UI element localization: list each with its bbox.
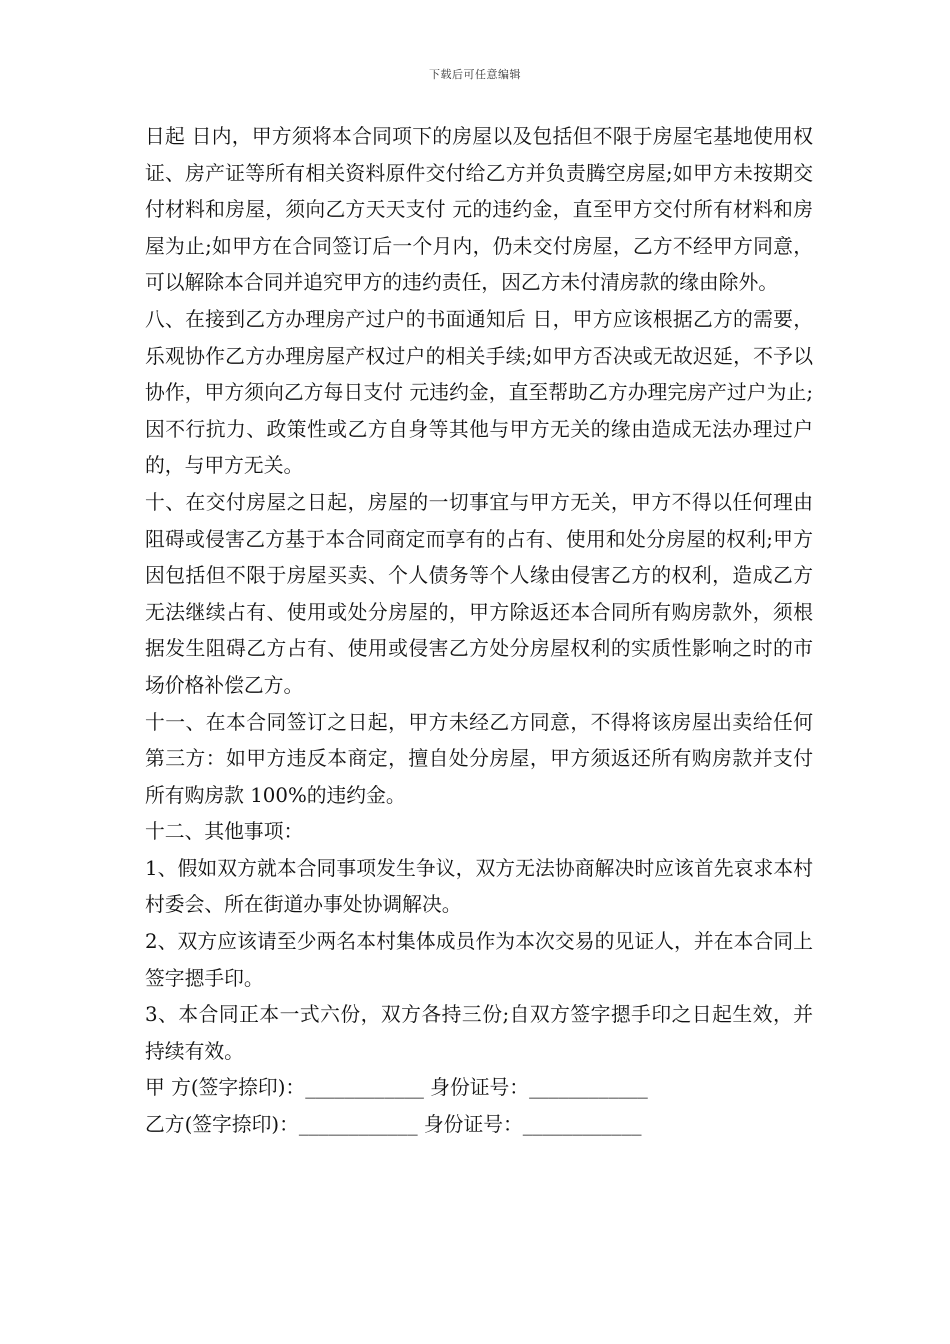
page-header: 下载后可任意编辑 <box>429 68 521 81</box>
signature-line-party-a: 甲 方(签字捺印)：____________ 身份证号：____________ <box>145 1076 648 1100</box>
paragraph-clause-12-heading: 十二、其他事项： <box>145 820 304 844</box>
document-body <box>145 119 813 1144</box>
paragraph-delivery-terms: 日起 日内，甲方须将本合同项下的房屋以及包括但不限于房屋宅基地使用权证、房产证等所有相关资料原件交付给乙方并负责腾空房屋;如甲方未按期交付材料和房屋，须向乙方天天支付 元的违约金，直至甲方交付所有材料和房屋为止;如甲方在合同签订后一个月内，仍未交付房屋，乙方不经甲方同意，可以解除本合同并追究甲方的违约责任，因乙方未付清房款的缘由除外。 <box>145 125 813 295</box>
paragraph-clause-11: 十一、在本合同签订之日起，甲方未经乙方同意，不得将该房屋出卖给任何第三方：如甲方违反本商定，擅自处分房屋，甲方须返还所有购房款并支付所有购房款 100%的违约金。 <box>145 710 813 807</box>
paragraph-clause-10: 十、在交付房屋之日起，房屋的一切事宜与甲方无关，甲方不得以任何理由阻碍或侵害乙方基于本合同商定而享有的占有、使用和处分房屋的权利;甲方因包括但不限于房屋买卖、个人债务等个人缘由侵害乙方的权利，造成乙方无法继续占有、使用或处分房屋的，甲方除返还本合同所有购房款外，须根据发生阻碍乙方占有、使用或侵害乙方处分房屋权利的实质性影响之时的市场价格补偿乙方。 <box>145 490 813 697</box>
paragraph-clause-8: 八、在接到乙方办理房产过户的书面通知后 日，甲方应该根据乙方的需要，乐观协作乙方办理房屋产权过户的相关手续;如甲方否决或无故迟延，不予以协作，甲方须向乙方每日支付 元违约金，直至帮助乙方办理完房产过户为止;因不行抗力、政策性或乙方自身等其他与甲方无关的缘由造成无法办理过户的，与甲方无关。 <box>145 307 813 478</box>
paragraph-item-1: 1、假如双方就本合同事项发生争议，双方无法协商解决时应该首先哀求本村村委会、所在街道办事处协调解决。 <box>145 856 813 917</box>
signature-line-party-b: 乙方(签字捺印)：____________ 身份证号：____________ <box>145 1113 642 1137</box>
paragraph-item-2: 2、双方应该请至少两名本村集体成员作为本次交易的见证人，并在本合同上签字摁手印。 <box>145 930 813 990</box>
paragraph-item-3: 3、本合同正本一式六份，双方各持三份;自双方签字摁手印之日起生效，并持续有效。 <box>145 1003 813 1063</box>
